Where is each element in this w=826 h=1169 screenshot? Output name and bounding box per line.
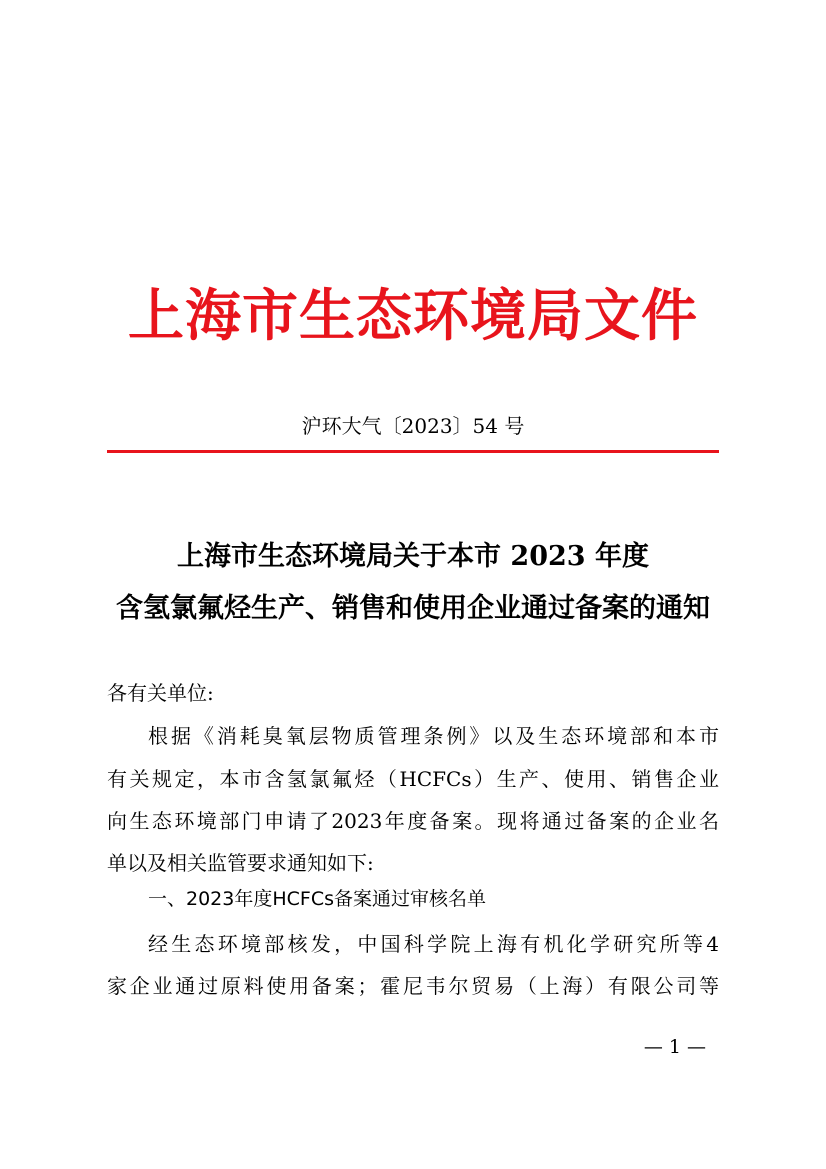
document-number: 沪环大气〔2023〕54 号 [301,414,525,438]
salutation: 各有关单位: [107,681,214,705]
document-header-title: 上海市生态环境局文件 [128,283,698,349]
paragraph-1-line-4: 单以及相关监管要求通知如下: [107,851,374,875]
notice-title-line-2: 含氢氯氟烃生产、销售和使用企业通过备案的通知 [116,593,710,624]
header-red-rule [107,450,719,453]
notice-title-line-1: 上海市生态环境局关于本市 2023 年度 [177,541,649,572]
paragraph-1-line-3: 向生态环境部门申请了2023年度备案。现将通过备案的企业名 [107,809,719,833]
page-number: — 1 — [643,1036,706,1058]
paragraph-1-line-1: 根据《消耗臭氧层物质管理条例》以及生态环境部和本市 [148,724,719,748]
paragraph-1-line-2: 有关规定，本市含氢氯氟烃（HCFCs）生产、使用、销售企业 [107,767,719,791]
paragraph-2-line-2: 家企业通过原料使用备案；霍尼韦尔贸易（上海）有限公司等 [107,974,719,998]
paragraph-2-line-1: 经生态环境部核发，中国科学院上海有机化学研究所等4 [148,932,719,956]
section-1-heading: 一、2023年度HCFCs备案通过审核名单 [148,888,487,910]
